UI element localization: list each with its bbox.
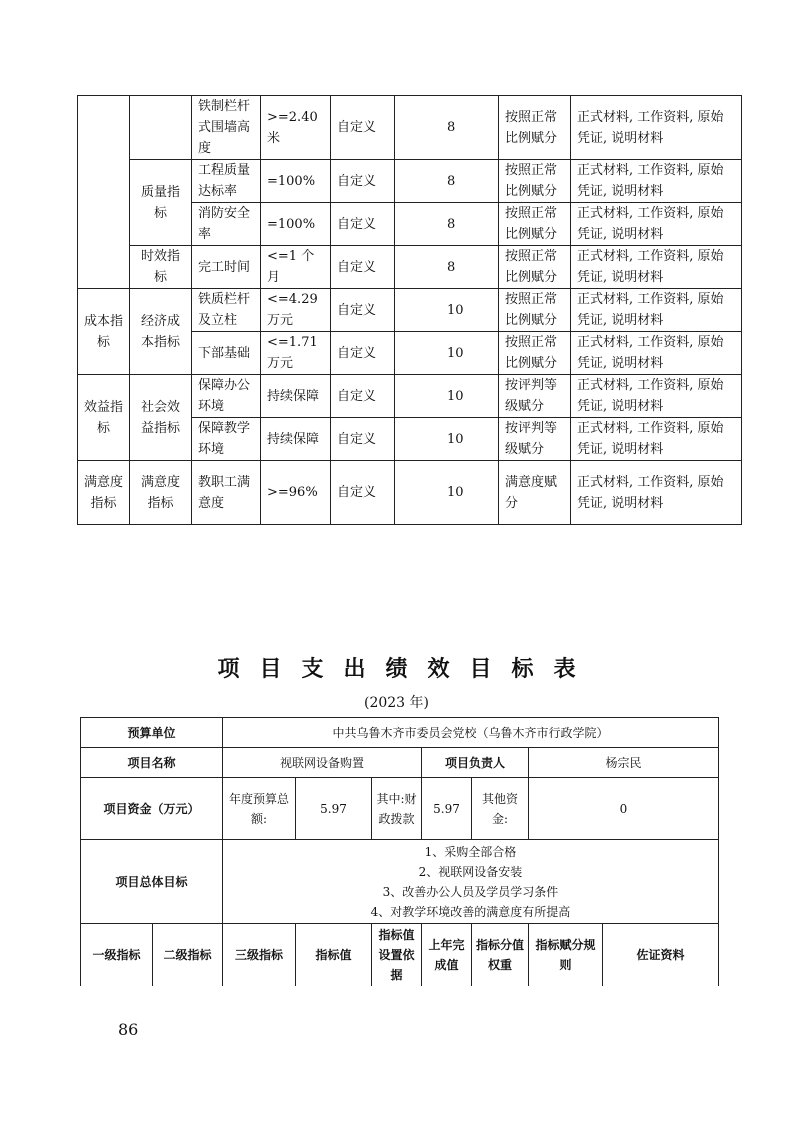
basis-cell: 自定义 <box>331 289 395 332</box>
header-rule: 指标赋分规则 <box>529 924 603 986</box>
evidence-cell: 正式材料, 工作资料, 原始凭证, 说明材料 <box>571 332 742 375</box>
level3-cell: 教职工满意度 <box>192 461 261 525</box>
rule-cell: 按照正常比例赋分 <box>499 332 571 375</box>
goal-item: 4、对教学环境改善的满意度有所提高 <box>370 904 571 919</box>
basis-cell: 自定义 <box>331 96 395 160</box>
level3-cell: 工程质量达标率 <box>192 160 261 203</box>
level1-cell <box>78 96 130 289</box>
level2-cell: 经济成本指标 <box>130 289 192 375</box>
evidence-cell: 正式材料, 工作资料, 原始凭证, 说明材料 <box>571 418 742 461</box>
level2-cell: 质量指标 <box>130 160 192 246</box>
weight-cell: 10 <box>395 332 499 375</box>
level3-cell: 铁制栏杆式围墙高度 <box>192 96 261 160</box>
value-cell: >=2.40 米 <box>261 96 331 160</box>
evidence-cell: 正式材料, 工作资料, 原始凭证, 说明材料 <box>571 246 742 289</box>
goal-item: 3、改善办公人员及学员学习条件 <box>382 884 559 899</box>
level2-cell <box>130 96 192 160</box>
evidence-cell: 正式材料, 工作资料, 原始凭证, 说明材料 <box>571 461 742 525</box>
year-subtitle: (2023 年) <box>363 695 429 711</box>
value-cell: =100% <box>261 160 331 203</box>
value-cell: <=1.71 万元 <box>261 332 331 375</box>
level1-cell: 满意度指标 <box>78 461 130 525</box>
rule-cell: 按照正常比例赋分 <box>499 203 571 246</box>
weight-cell: 10 <box>395 375 499 418</box>
level3-cell: 消防安全率 <box>192 203 261 246</box>
fiscal-label: 其中:财政拨款 <box>372 778 422 840</box>
weight-cell: 8 <box>395 203 499 246</box>
level1-cell: 成本指标 <box>78 289 130 375</box>
weight-cell: 8 <box>395 246 499 289</box>
project-lead-label: 项目负责人 <box>422 748 529 778</box>
page-title: 项目支出绩效目标表 <box>217 657 596 682</box>
header-weight: 指标分值权重 <box>472 924 529 986</box>
rule-cell: 满意度赋分 <box>499 461 571 525</box>
value-cell: =100% <box>261 203 331 246</box>
evidence-cell: 正式材料, 工作资料, 原始凭证, 说明材料 <box>571 96 742 160</box>
header-level3: 三级指标 <box>223 924 296 986</box>
header-level1: 一级指标 <box>81 924 153 986</box>
basis-cell: 自定义 <box>331 418 395 461</box>
budget-unit-label: 预算单位 <box>81 718 223 748</box>
fiscal-value: 5.97 <box>422 778 472 840</box>
header-last-year: 上年完成值 <box>422 924 472 986</box>
value-cell: <=4.29 万元 <box>261 289 331 332</box>
level1-cell: 效益指标 <box>78 375 130 461</box>
value-cell: >=96% <box>261 461 331 525</box>
basis-cell: 自定义 <box>331 332 395 375</box>
overall-goal-label: 项目总体目标 <box>81 840 223 924</box>
weight-cell: 10 <box>395 418 499 461</box>
level3-cell: 铁质栏杆及立柱 <box>192 289 261 332</box>
evidence-cell: 正式材料, 工作资料, 原始凭证, 说明材料 <box>571 203 742 246</box>
rule-cell: 按照正常比例赋分 <box>499 246 571 289</box>
level3-cell: 完工时间 <box>192 246 261 289</box>
annual-total-value: 5.97 <box>296 778 372 840</box>
rule-cell: 按照正常比例赋分 <box>499 160 571 203</box>
project-name-label: 项目名称 <box>81 748 223 778</box>
weight-cell: 8 <box>395 160 499 203</box>
rule-cell: 按照正常比例赋分 <box>499 96 571 160</box>
rule-cell: 按照正常比例赋分 <box>499 289 571 332</box>
header-evidence: 佐证资料 <box>603 924 719 986</box>
budget-unit-value: 中共乌鲁木齐市委员会党校（乌鲁木齐市行政学院） <box>223 718 719 748</box>
header-value: 指标值 <box>296 924 372 986</box>
level2-cell: 满意度指标 <box>130 461 192 525</box>
project-lead-value: 杨宗民 <box>529 748 719 778</box>
goal-item: 1、采购全部合格 <box>424 844 517 859</box>
value-cell: 持续保障 <box>261 418 331 461</box>
rule-cell: 按评判等级赋分 <box>499 375 571 418</box>
rule-cell: 按评判等级赋分 <box>499 418 571 461</box>
funds-label: 项目资金（万元） <box>81 778 223 840</box>
weight-cell: 10 <box>395 289 499 332</box>
level3-cell: 保障办公环境 <box>192 375 261 418</box>
indicator-table-continued <box>77 95 742 525</box>
level2-cell: 社会效益指标 <box>130 375 192 461</box>
evidence-cell: 正式材料, 工作资料, 原始凭证, 说明材料 <box>571 289 742 332</box>
basis-cell: 自定义 <box>331 461 395 525</box>
header-level2: 二级指标 <box>153 924 223 986</box>
performance-target-form <box>80 717 719 986</box>
basis-cell: 自定义 <box>331 203 395 246</box>
basis-cell: 自定义 <box>331 160 395 203</box>
other-funds-label: 其他资金: <box>472 778 529 840</box>
weight-cell: 8 <box>395 96 499 160</box>
weight-cell: 10 <box>395 461 499 525</box>
evidence-cell: 正式材料, 工作资料, 原始凭证, 说明材料 <box>571 375 742 418</box>
annual-total-label: 年度预算总额: <box>223 778 296 840</box>
overall-goal-list <box>223 840 719 924</box>
page-number: 86 <box>118 1020 139 1039</box>
goal-item: 2、视联网设备安装 <box>418 864 523 879</box>
level2-cell: 时效指标 <box>130 246 192 289</box>
level3-cell: 保障教学环境 <box>192 418 261 461</box>
evidence-cell: 正式材料, 工作资料, 原始凭证, 说明材料 <box>571 160 742 203</box>
other-funds-value: 0 <box>529 778 719 840</box>
basis-cell: 自定义 <box>331 246 395 289</box>
value-cell: 持续保障 <box>261 375 331 418</box>
level3-cell: 下部基础 <box>192 332 261 375</box>
project-name-value: 视联网设备购置 <box>223 748 422 778</box>
value-cell: <=1 个月 <box>261 246 331 289</box>
header-basis: 指标值设置依据 <box>372 924 422 986</box>
basis-cell: 自定义 <box>331 375 395 418</box>
